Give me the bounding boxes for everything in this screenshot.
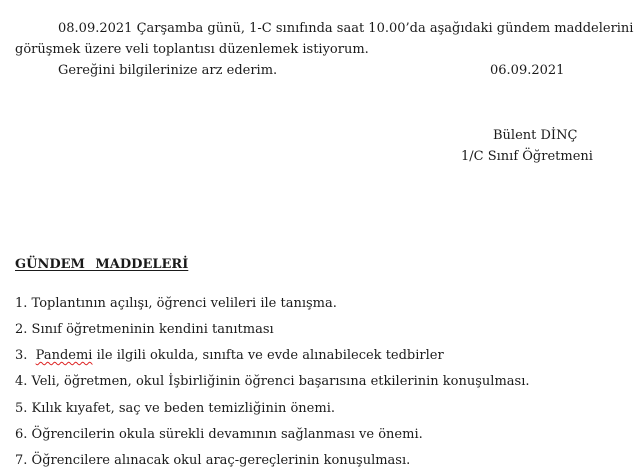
agenda-heading: GÜNDEM MADDELERİ	[15, 257, 189, 272]
agenda-item-3-text: ile ilgili okulda, sınıfta ve evde alınabilecek tedbirler	[92, 348, 444, 363]
paragraph-line-1: 08.09.2021 Çarşamba günü, 1-C sınıfında saat 10.00’da aşağıdaki gündem maddelerini	[58, 21, 634, 36]
agenda-item-4: 4. Veli, öğretmen, okul İşbirliğinin öğrenci başarısına etkilerinin konuşulması.	[15, 374, 530, 389]
agenda-item-5: 5. Kılık kıyafet, saç ve beden temizliğinin önemi.	[15, 401, 335, 416]
agenda-item-2: 2. Sınıf öğretmeninin kendini tanıtması	[15, 322, 274, 337]
agenda-item-3-number: 3.	[15, 348, 36, 363]
spelling-flagged-word[interactable]: Pandemi	[35, 348, 93, 363]
paragraph-line-2: görüşmek üzere veli toplantısı düzenlemek istiyorum.	[15, 42, 369, 57]
agenda-item-7: 7. Öğrencilere alınacak okul araç-gereçlerinin konuşulması.	[15, 453, 411, 468]
signature-title: 1/C Sınıf Öğretmeni	[461, 149, 593, 164]
agenda-item-1: 1. Toplantının açılışı, öğrenci velileri ile tanışma.	[15, 296, 337, 311]
signature-name: Bülent DİNÇ	[493, 128, 578, 143]
closing-line: Gereğini bilgilerinize arz ederim.	[58, 63, 278, 78]
agenda-item-6: 6. Öğrencilerin okula sürekli devamının sağlanması ve önemi.	[15, 427, 423, 442]
agenda-item-3	[15, 348, 444, 364]
letter-date: 06.09.2021	[490, 63, 565, 78]
